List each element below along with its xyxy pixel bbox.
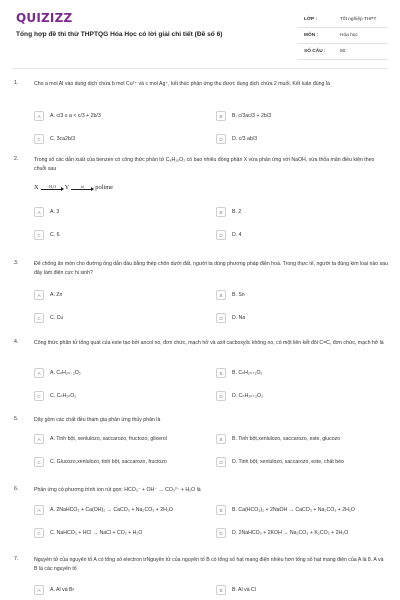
option-b[interactable] <box>216 504 394 516</box>
meta-label: LỚP : <box>304 17 318 22</box>
option-letter-box: C <box>34 313 44 323</box>
option-text: B. 2 <box>232 209 242 215</box>
option-text: A. Tinh bột, xenlulozo, saccarozo, fructozo, glixerol <box>50 436 167 442</box>
option-text: D. c/3 ab/3 <box>232 136 258 142</box>
arrow-label: −H₂O <box>47 185 57 189</box>
option-c[interactable] <box>34 133 204 145</box>
meta-row-subject <box>298 28 388 44</box>
option-letter-box: C <box>34 391 44 401</box>
option-letter-box: A <box>34 505 44 515</box>
arrow-label: xt <box>80 185 84 189</box>
option-c[interactable] <box>34 390 204 402</box>
option-letter-box: B <box>216 585 226 595</box>
question-7 <box>0 556 400 600</box>
question-5 <box>0 416 400 478</box>
option-text: C. CₙH₂ₙO₂ <box>50 393 77 399</box>
option-c[interactable] <box>34 229 204 241</box>
option-d[interactable] <box>216 527 394 539</box>
option-letter-box: A <box>34 290 44 300</box>
option-text: C. Glucozo,xenlulozo, tinh bột, saccarozo, fructozo <box>50 459 167 465</box>
option-letter-box: A <box>34 434 44 444</box>
option-text: A. c/3 ≤ a < c/3 + 2b/3 <box>50 113 101 119</box>
option-letter-box: C <box>34 528 44 538</box>
option-letter-box: A <box>34 207 44 217</box>
question-1 <box>0 80 400 150</box>
option-letter-box: C <box>34 230 44 240</box>
option-a[interactable] <box>34 584 204 596</box>
option-a[interactable] <box>34 367 204 379</box>
option-letter-box: D <box>216 134 226 144</box>
option-letter-box: B <box>216 290 226 300</box>
scheme-start: X <box>34 184 39 191</box>
option-text: D. Tinh bột, xenlulozo, saccarozo, este, chất béo <box>232 459 344 465</box>
option-text: B. Tinh bột,xenlulozo, saccarozo, este, glucozo <box>232 436 341 442</box>
option-letter-box: C <box>34 457 44 467</box>
option-letter-box: C <box>34 134 44 144</box>
option-d[interactable] <box>216 133 394 145</box>
scheme-mid: Y <box>64 184 70 191</box>
option-text: B. Sn <box>232 292 245 298</box>
question-text: Cho a mol Al vào dung dịch chứa b mol Cu²⁺ và c mol Ag⁺, kết thúc phản ứng thu được dung dịch chứa 2 muối. Kết luận đúng là <box>34 81 330 87</box>
reaction-arrow <box>41 185 63 190</box>
option-text: A. CₙH₂ₙ₋₂O₂ <box>50 370 81 376</box>
option-text: D. 2NaHCO₃ + 2KOH → Na₂CO₃ + K₂CO₃ + 2H₂O <box>232 530 349 536</box>
option-b[interactable] <box>216 367 394 379</box>
question-text: Dãy gồm các chất đều tham gia phản ứng thủy phân là <box>34 417 161 423</box>
question-text: Trong số các dẫn xuất của benzen có công thức phân tử C₈H₁₀O₂ có bao nhiêu đồng phân X vừa phản ứng với NaOH, vừa thỏa mãn điều kiện theo chuỗi sau <box>34 157 375 172</box>
question-text: Để chống ăn mòn cho đường ống dẫn dầu bằng thép chôn dưới đất, người ta dùng phương pháp điện hoá. Trong thực tế, người ta dùng kim loại nào sau đây làm điện cực hi sinh? <box>34 261 388 276</box>
option-letter-box: D <box>216 391 226 401</box>
quizizz-logo: QUIZIZZ <box>16 11 73 25</box>
option-letter-box: D <box>216 313 226 323</box>
option-b[interactable] <box>216 289 394 301</box>
option-d[interactable] <box>216 456 394 468</box>
option-text: B. c/3ac/3 + 2b/3 <box>232 113 272 119</box>
option-d[interactable] <box>216 229 394 241</box>
question-number: 3. <box>14 260 19 266</box>
option-c[interactable] <box>34 456 204 468</box>
option-letter-box: A <box>34 111 44 121</box>
scheme-end: polime <box>95 184 113 191</box>
option-text: C. 3ca2b/3 <box>50 136 76 142</box>
option-text: D. Na <box>232 315 246 321</box>
meta-table <box>298 12 388 60</box>
option-a[interactable] <box>34 504 204 516</box>
reaction-scheme <box>34 184 113 191</box>
header-divider <box>12 68 388 69</box>
option-text: B. Ca(HCO₃)₂ + 2NaOH → CaCO₃ + Na₂CO₃ + 2H₂O <box>232 507 355 513</box>
option-letter-box: B <box>216 207 226 217</box>
question-number: 4. <box>14 339 19 345</box>
worksheet-header <box>0 0 400 72</box>
question-text: Phản ứng có phương trình ion rút gọn: HCO₃⁻ + OH⁻ → CO₃²⁻ + H₂O là <box>34 487 201 493</box>
option-text: D. 4 <box>232 232 242 238</box>
meta-label: SỐ CÂU : <box>304 49 326 54</box>
option-text: C. Cu <box>50 315 64 321</box>
option-a[interactable] <box>34 433 204 445</box>
question-number: 2. <box>14 156 19 162</box>
option-letter-box: B <box>216 505 226 515</box>
meta-row-class <box>298 12 388 28</box>
option-text: C. NaHCO₃ + HCl → NaCl + CO₂ + H₂O <box>50 530 143 536</box>
question-number: 7. <box>14 556 19 562</box>
option-d[interactable] <box>216 390 394 402</box>
option-letter-box: B <box>216 111 226 121</box>
option-a[interactable] <box>34 110 204 122</box>
question-4 <box>0 339 400 409</box>
meta-value: 50 <box>340 49 346 54</box>
option-text: A. Al và Br <box>50 587 75 593</box>
meta-row-count <box>298 44 388 60</box>
option-text: A. Zn <box>50 292 63 298</box>
option-d[interactable] <box>216 312 394 324</box>
question-text: Công thức phân tử tổng quát của este tạo bởi ancol no, đơn chức, mạch hở và axit cacboxylic không no, có một liên kết đôi C=C, đơn chức, mạch hở là <box>34 340 384 346</box>
meta-value: Tốt nghiệp THPT <box>340 17 377 22</box>
question-2 <box>0 156 400 246</box>
option-text: C. 6 <box>50 232 60 238</box>
option-text: B. CₙH₂ₙ₊₁O₂ <box>232 370 263 376</box>
option-letter-box: B <box>216 368 226 378</box>
option-text: A. 2NaHCO₃ + Ca(OH)₂ → CaCO₃ + Na₂CO₃ + 2H₂O <box>50 507 173 513</box>
option-b[interactable] <box>216 206 394 218</box>
meta-label: MÔN : <box>304 33 319 38</box>
question-number: 1. <box>14 80 19 86</box>
option-a[interactable] <box>34 289 204 301</box>
option-c[interactable] <box>34 527 204 539</box>
question-6 <box>0 486 400 548</box>
option-a[interactable] <box>34 206 204 218</box>
question-number: 5. <box>14 416 19 422</box>
reaction-arrow <box>71 185 93 190</box>
option-text: A. 3 <box>50 209 60 215</box>
document-title: Tổng hợp đề thi thử THPTQG Hóa Học có lời giải chi tiết (Đề số 6) <box>16 31 223 38</box>
option-text: B. Al và Cl <box>232 587 256 593</box>
option-letter-box: D <box>216 528 226 538</box>
question-number: 6. <box>14 486 19 492</box>
question-3 <box>0 260 400 330</box>
option-letter-box: D <box>216 230 226 240</box>
option-c[interactable] <box>34 312 204 324</box>
question-text: Nguyên tử của nguyên tố A có tổng số electron trNguyên tử của nguyên tố B có tổng số hạt mang điện nhiều hơn tổng số hạt mang điện của A là 8. A và B là các nguyên tố <box>34 557 384 572</box>
option-letter-box: A <box>34 368 44 378</box>
option-letter-box: D <box>216 457 226 467</box>
option-text: D. CₙH₂ₙ₊₂O₂ <box>232 393 264 399</box>
option-b[interactable] <box>216 584 394 596</box>
option-b[interactable] <box>216 110 394 122</box>
option-b[interactable] <box>216 433 394 445</box>
option-letter-box: B <box>216 434 226 444</box>
meta-value: Hóa học <box>340 33 358 38</box>
option-letter-box: A <box>34 585 44 595</box>
